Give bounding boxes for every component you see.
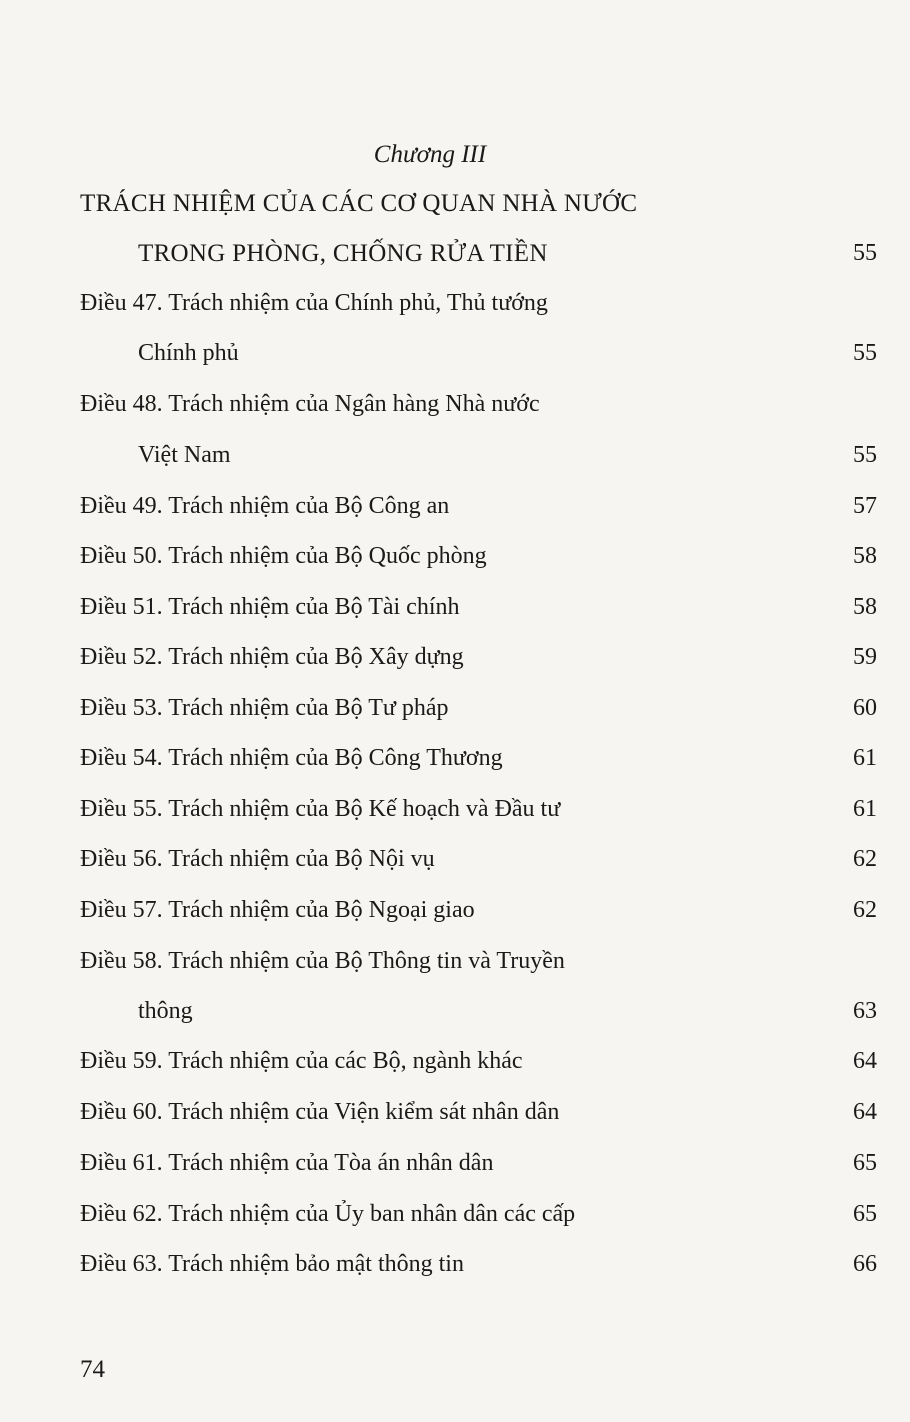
toc-page-number: 55 — [853, 340, 877, 366]
toc-entry-dieu-49[interactable] — [80, 493, 877, 529]
toc-page-number: 55 — [853, 442, 877, 468]
toc-entry-title: Điều 59. Trách nhiệm của các Bộ, ngành khác — [80, 1048, 523, 1074]
toc-entry-dieu-56[interactable] — [80, 846, 877, 882]
toc-entry-title: Điều 60. Trách nhiệm của Viện kiểm sát nhân dân — [80, 1099, 560, 1125]
toc-entry-dieu-59[interactable] — [80, 1048, 877, 1084]
toc-entry-title: Điều 56. Trách nhiệm của Bộ Nội vụ — [80, 846, 435, 872]
toc-entry-title: Điều 49. Trách nhiệm của Bộ Công an — [80, 493, 450, 519]
toc-entry-title-cont: thông — [138, 998, 193, 1024]
toc-entry-title-cont: Chính phủ — [138, 340, 239, 366]
chapter-title-line-2: TRONG PHÒNG, CHỐNG RỬA TIỀN — [138, 240, 548, 267]
toc-page-number: 58 — [853, 594, 877, 620]
toc-entry-dieu-58-cont[interactable] — [80, 998, 877, 1034]
toc-entry-dieu-48[interactable] — [80, 391, 877, 427]
toc-entry-title: Điều 55. Trách nhiệm của Bộ Kế hoạch và Đầu tư — [80, 796, 561, 822]
toc-entry-dieu-51[interactable] — [80, 594, 877, 630]
toc-entry-title: Điều 48. Trách nhiệm của Ngân hàng Nhà nước — [80, 391, 540, 417]
toc-entry-title: Điều 58. Trách nhiệm của Bộ Thông tin và Truyền — [80, 948, 565, 974]
toc-row-chapter-title[interactable] — [80, 240, 877, 276]
toc-page-number: 61 — [853, 745, 877, 771]
chapter-title-line-1: TRÁCH NHIỆM CỦA CÁC CƠ QUAN NHÀ NƯỚC — [80, 190, 638, 217]
toc-entry-dieu-57[interactable] — [80, 897, 877, 933]
toc-page-number: 65 — [853, 1150, 877, 1176]
toc-page-number: 59 — [853, 644, 877, 670]
toc-entry-dieu-58[interactable] — [80, 948, 877, 984]
toc-entry-title: Điều 62. Trách nhiệm của Ủy ban nhân dân các cấp — [80, 1201, 576, 1227]
toc-entry-title: Điều 53. Trách nhiệm của Bộ Tư pháp — [80, 695, 449, 721]
toc-entry-title-cont: Việt Nam — [138, 442, 231, 468]
toc-entry-title: Điều 50. Trách nhiệm của Bộ Quốc phòng — [80, 543, 487, 569]
toc-entry-title: Điều 51. Trách nhiệm của Bộ Tài chính — [80, 594, 460, 620]
toc-page-number: 62 — [853, 846, 877, 872]
toc-page-number: 65 — [853, 1201, 877, 1227]
toc-page-number: 62 — [853, 897, 877, 923]
chapter-label: Chương III — [373, 141, 487, 168]
toc-entry-title: Điều 52. Trách nhiệm của Bộ Xây dựng — [80, 644, 464, 670]
toc-page-number: 58 — [853, 543, 877, 569]
toc-page-number: 55 — [853, 240, 877, 266]
toc-entry-title: Điều 63. Trách nhiệm bảo mật thông tin — [80, 1251, 464, 1277]
toc-page-number: 61 — [853, 796, 877, 822]
toc-entry-dieu-63[interactable] — [80, 1251, 877, 1287]
toc-entry-title: Điều 47. Trách nhiệm của Chính phủ, Thủ tướng — [80, 290, 548, 316]
toc-entry-dieu-52[interactable] — [80, 644, 877, 680]
toc-entry-title: Điều 57. Trách nhiệm của Bộ Ngoại giao — [80, 897, 475, 923]
toc-entry-title: Điều 61. Trách nhiệm của Tòa án nhân dân — [80, 1150, 494, 1176]
toc-page-number: 60 — [853, 695, 877, 721]
toc-entry-dieu-47[interactable] — [80, 290, 877, 326]
toc-entry-dieu-60[interactable] — [80, 1099, 877, 1135]
toc-entry-dieu-50[interactable] — [80, 543, 877, 579]
toc-page-number: 66 — [853, 1251, 877, 1277]
toc-entry-dieu-48-cont[interactable] — [80, 442, 877, 478]
toc-entry-dieu-53[interactable] — [80, 695, 877, 731]
page-number: 74 — [80, 1356, 105, 1383]
toc-entry-dieu-47-cont[interactable] — [80, 340, 877, 376]
toc-entry-dieu-55[interactable] — [80, 796, 877, 832]
toc-entry-dieu-54[interactable] — [80, 745, 877, 781]
toc-page-number: 64 — [853, 1099, 877, 1125]
toc-page-number: 63 — [853, 998, 877, 1024]
toc-entry-title: Điều 54. Trách nhiệm của Bộ Công Thương — [80, 745, 503, 771]
toc-entry-dieu-61[interactable] — [80, 1150, 877, 1186]
toc-page-number: 64 — [853, 1048, 877, 1074]
toc-entry-dieu-62[interactable] — [80, 1201, 877, 1237]
toc-page-number: 57 — [853, 493, 877, 519]
